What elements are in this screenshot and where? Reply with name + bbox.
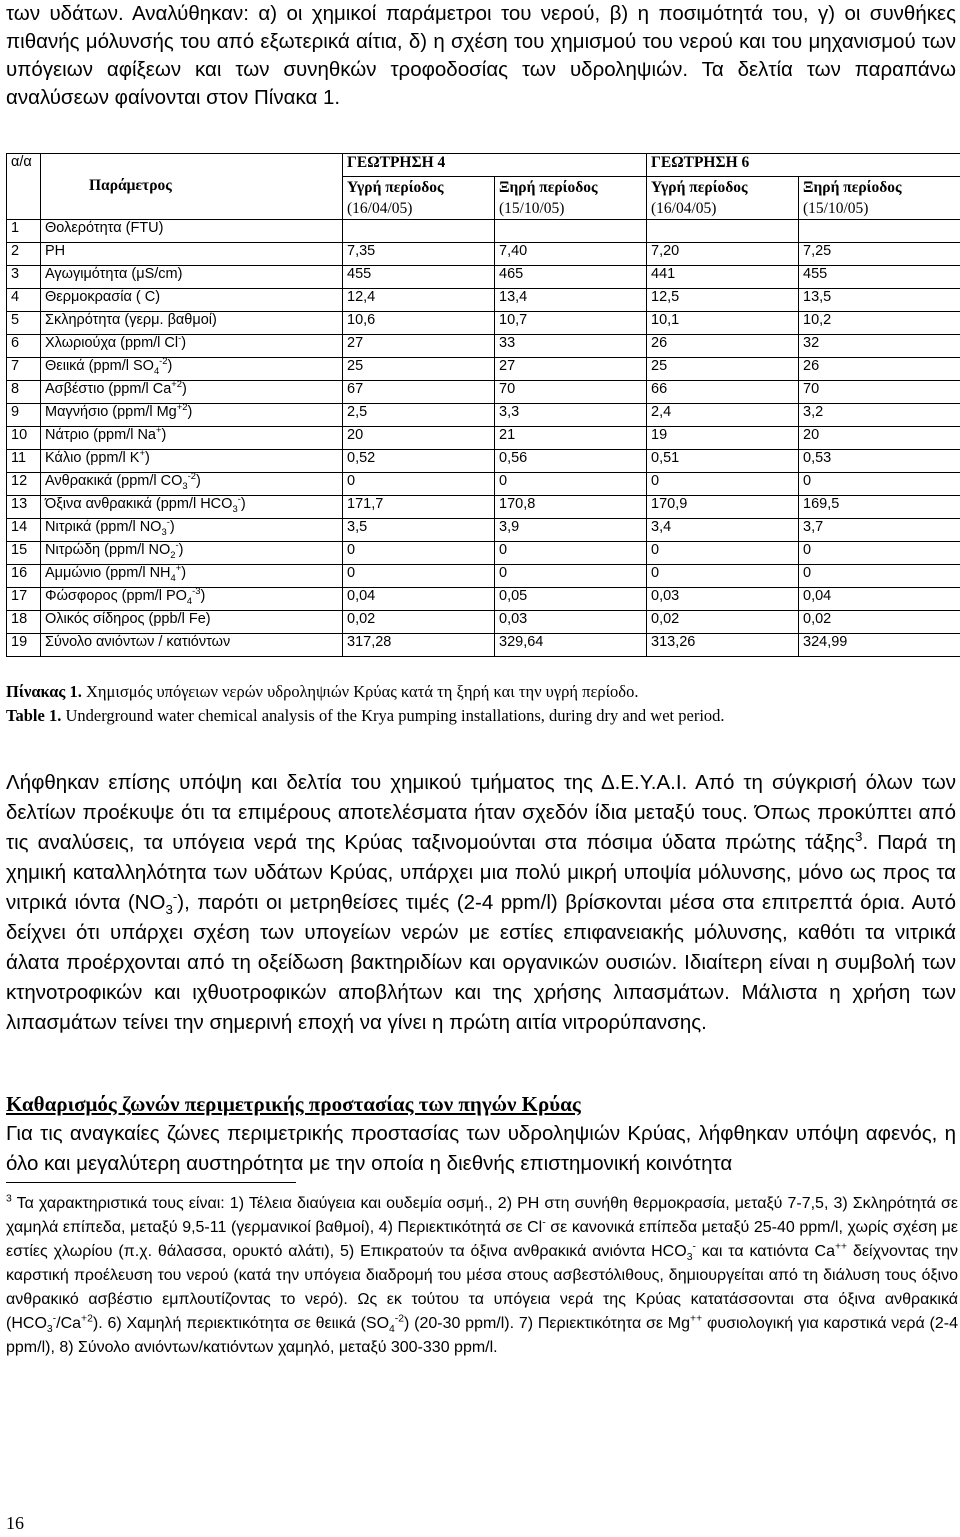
parameter-sub: 2 xyxy=(170,548,176,560)
g6-wet-label: Υγρή περίοδος xyxy=(651,179,748,196)
parameter-sup: + xyxy=(175,564,182,574)
footnote-mark: 3 xyxy=(6,1193,12,1205)
parameter-close: ) xyxy=(181,565,187,581)
parameter-sub: 3 xyxy=(182,479,188,491)
row-parameter xyxy=(41,381,343,404)
parameter-name: Θερμοκρασία ( C) xyxy=(45,289,161,305)
parameter-close: ) xyxy=(200,588,206,604)
discussion-part-3: ), παρότι οι μετρηθείσες τιμές (2-4 ppm/l) βρίσκονται μέσα στα επιτρεπτά όρια. Αυτό δείχνει ότι υπάρχει σχέση των υπογείων νερών με εστίες επιφανειακής μόλυνσης, καθότι τα νιτρικά άλατα προέρχονται από τη οξείδωση βακτηριδίων και οργανικών ουσιών. Ιδιαίτερη είναι η συμβολή των κτηνοτροφικών και ιχθυοτροφικών αποβλήτων και της χρήσης λιπασμάτων. Μάλιστα η χρήση των λιπασμάτων τείνει την σημερινή εποχή να γίνει η πρώτη αιτία νιτρορύπανσης. xyxy=(6,891,956,1034)
parameter-name: Φώσφορος (ppm/l PO xyxy=(45,588,187,604)
fn-ca-sup-2: +2 xyxy=(81,1313,93,1325)
table-row xyxy=(7,542,960,565)
row-value-1: 0 xyxy=(343,473,495,496)
row-value-3: 7,20 xyxy=(647,243,799,266)
row-value-2: 0 xyxy=(495,565,647,588)
row-value-3: 313,26 xyxy=(647,634,799,657)
row-value-1: 0,02 xyxy=(343,611,495,634)
row-value-2: 170,8 xyxy=(495,496,647,519)
row-index: 16 xyxy=(7,565,41,588)
row-parameter xyxy=(41,496,343,519)
g6-wet-date: (16/04/05) xyxy=(651,200,717,217)
parameter-sup: - xyxy=(175,541,179,551)
footnote-part-5: /Ca xyxy=(56,1315,82,1332)
fn-ca-sup: ++ xyxy=(834,1241,848,1253)
row-value-1: 0 xyxy=(343,565,495,588)
row-value-3: 25 xyxy=(647,358,799,381)
row-value-1: 2,5 xyxy=(343,404,495,427)
footnote-part-7: ) (20-30 ppm/l). 7) Περιεκτικότητα σε Mg xyxy=(404,1315,691,1332)
parameter-name: Θειικά (ppm/l SO xyxy=(45,358,154,374)
row-parameter xyxy=(41,588,343,611)
row-value-3: 170,9 xyxy=(647,496,799,519)
row-index: 4 xyxy=(7,289,41,312)
row-value-1: 27 xyxy=(343,335,495,358)
row-parameter xyxy=(41,542,343,565)
row-parameter xyxy=(41,450,343,473)
table-row xyxy=(7,243,960,266)
row-parameter xyxy=(41,266,343,289)
intro-paragraph xyxy=(6,0,956,112)
row-value-4: 26 xyxy=(799,358,960,381)
row-value-2: 3,3 xyxy=(495,404,647,427)
row-value-4: 0,53 xyxy=(799,450,960,473)
row-value-4: 0 xyxy=(799,565,960,588)
parameter-name: Ολικός σίδηρος (ppb/l Fe) xyxy=(45,611,211,627)
row-value-2: 0 xyxy=(495,473,647,496)
row-index: 15 xyxy=(7,542,41,565)
row-value-3: 0,51 xyxy=(647,450,799,473)
row-value-1: 67 xyxy=(343,381,495,404)
footnote-part-2: σε κανονικά επίπεδα μεταξύ 25-40 ppm/l, χωρίς σχέση με εστίες χλωρίου (π.χ. θάλασσα, ορυκτό αλάτι), 5) Επικρατούν τα όξινα ανθρακικά ανιόντα HCO xyxy=(6,1219,959,1260)
parameter-sup: -2 xyxy=(187,472,196,482)
row-value-1: 10,6 xyxy=(343,312,495,335)
parameter-sup: +2 xyxy=(176,403,188,413)
parameter-sup: + xyxy=(139,449,145,459)
intro-text: των υδάτων. Αναλύθηκαν: α) οι χημικοί παράμετροι του νερού, β) η ποσιμότητά του, γ) οι συνθήκες πιθανής μόλυνσής του από εξωτερικά αίτια, δ) η σχέση του χημισμού του νερού και του μηχανισμού των υπόγειων αφίξεων και των συνηθκών τροφοδοσίας των υδροληψιών. Τα δελτία των παραπάνω αναλύσεων φαίνονται στον Πίνακα 1. xyxy=(6,2,956,109)
chemical-analysis-table xyxy=(6,153,960,657)
row-value-2: 13,4 xyxy=(495,289,647,312)
parameter-sup: - xyxy=(166,518,170,528)
parameter-sup: - xyxy=(237,495,241,505)
row-value-3: 10,1 xyxy=(647,312,799,335)
row-value-1: 0 xyxy=(343,542,495,565)
row-value-2: 0,03 xyxy=(495,611,647,634)
row-index: 11 xyxy=(7,450,41,473)
row-parameter xyxy=(41,220,343,243)
parameter-sub: 3 xyxy=(161,525,167,537)
table-row xyxy=(7,335,960,358)
row-value-2: 465 xyxy=(495,266,647,289)
row-parameter xyxy=(41,519,343,542)
row-value-4: 0 xyxy=(799,542,960,565)
row-value-4: 10,2 xyxy=(799,312,960,335)
row-value-1 xyxy=(343,220,495,243)
row-parameter xyxy=(41,634,343,657)
row-index: 14 xyxy=(7,519,41,542)
fn-cl-sup: - xyxy=(542,1217,546,1229)
table-row xyxy=(7,381,960,404)
row-value-1: 171,7 xyxy=(343,496,495,519)
row-value-3: 441 xyxy=(647,266,799,289)
row-index: 17 xyxy=(7,588,41,611)
parameter-name: Αμμώνιο (ppm/l NH xyxy=(45,565,171,581)
row-value-1: 25 xyxy=(343,358,495,381)
parameter-sub: 4 xyxy=(153,364,160,376)
row-value-2: 70 xyxy=(495,381,647,404)
table-row xyxy=(7,358,960,381)
parameter-name: Χλωριούχα (ppm/l Cl xyxy=(45,335,179,351)
parameter-name: Μαγνήσιο (ppm/l Mg xyxy=(45,404,177,420)
row-index: 12 xyxy=(7,473,41,496)
caption-english xyxy=(6,704,956,728)
parameter-name: Νιτρικά (ppm/l NO xyxy=(45,519,162,535)
row-parameter xyxy=(41,358,343,381)
g4-wet-date: (16/04/05) xyxy=(347,200,413,217)
row-value-2: 21 xyxy=(495,427,647,450)
row-index: 3 xyxy=(7,266,41,289)
g4-wet-label: Υγρή περίοδος xyxy=(347,179,444,196)
table-row xyxy=(7,220,960,243)
parameter-close: ) xyxy=(167,358,173,374)
row-value-1: 0,52 xyxy=(343,450,495,473)
caption-english-label: Table 1. xyxy=(6,706,62,725)
parameter-close: ) xyxy=(161,427,167,443)
row-value-2: 0 xyxy=(495,542,647,565)
parameter-close: ) xyxy=(181,335,187,351)
g4-dry-date: (15/10/05) xyxy=(499,200,565,217)
parameter-close: ) xyxy=(178,542,184,558)
row-value-3: 26 xyxy=(647,335,799,358)
table-row xyxy=(7,634,960,657)
row-value-1: 20 xyxy=(343,427,495,450)
parameter-name: Σύνολο ανιόντων / κατιόντων xyxy=(45,634,231,650)
row-value-4: 324,99 xyxy=(799,634,960,657)
row-index: 18 xyxy=(7,611,41,634)
row-value-2: 329,64 xyxy=(495,634,647,657)
table-row xyxy=(7,588,960,611)
table-row xyxy=(7,473,960,496)
row-value-3: 0 xyxy=(647,565,799,588)
row-value-1: 455 xyxy=(343,266,495,289)
no3-sup: - xyxy=(172,889,178,905)
row-value-3: 0 xyxy=(647,473,799,496)
header-group-2-fill xyxy=(799,154,960,177)
row-value-3: 2,4 xyxy=(647,404,799,427)
table-row xyxy=(7,404,960,427)
parameter-name: Κάλιο (ppm/l K xyxy=(45,450,140,466)
section-paragraph: Για τις αναγκαίες ζώνες περιμετρικής προστασίας των υδροληψιών Κρύας, λήφθηκαν υπόψη αφενός, η όλο και μεγαλύτερη αυστηρότητα με την οποία η διεθνής επιστημονική κοινότητα xyxy=(6,1122,956,1175)
row-index: 13 xyxy=(7,496,41,519)
row-index: 6 xyxy=(7,335,41,358)
row-value-3: 19 xyxy=(647,427,799,450)
caption-greek-label: Πίνακας 1. xyxy=(6,682,82,701)
row-value-1: 317,28 xyxy=(343,634,495,657)
row-value-2: 3,9 xyxy=(495,519,647,542)
row-value-4: 169,5 xyxy=(799,496,960,519)
discussion-part-2: . Παρά τη χημική καταλληλότητα των υδάτων Κρύας, υπάρχει μια πολύ μικρή υποψία μόλυνσης, μόνο ως προς τα νιτρικά ιόντα (NO xyxy=(6,831,956,914)
parameter-name: Νάτριο (ppm/l Na xyxy=(45,427,156,443)
row-value-1: 12,4 xyxy=(343,289,495,312)
row-index: 5 xyxy=(7,312,41,335)
footnote-ref: 3 xyxy=(855,829,863,845)
row-value-2: 10,7 xyxy=(495,312,647,335)
row-value-2: 27 xyxy=(495,358,647,381)
caption-greek-text: Χημισμός υπόγειων νερών υδροληψιών Κρύας κατά τη ξηρή και την υγρή περίοδο. xyxy=(81,682,639,701)
row-value-3: 0,02 xyxy=(647,611,799,634)
row-parameter xyxy=(41,289,343,312)
table-row xyxy=(7,611,960,634)
parameter-close: ) xyxy=(169,519,175,535)
fn-mg-sup: ++ xyxy=(690,1313,703,1325)
parameter-name: Ασβέστιο (ppm/l Ca xyxy=(45,381,172,397)
parameter-name: PH xyxy=(45,243,66,259)
table-row xyxy=(7,289,960,312)
row-value-3 xyxy=(647,220,799,243)
header-group-2: ΓΕΩΤΡΗΣΗ 6 xyxy=(647,154,799,177)
parameter-name: Όξινα ανθρακικά (ppm/l HCO xyxy=(45,496,233,512)
header-g6-wet xyxy=(647,177,799,220)
fn-hco3-sup-2: - xyxy=(52,1313,57,1325)
header-param: Παράμετρος xyxy=(41,177,343,220)
row-value-1: 0,04 xyxy=(343,588,495,611)
row-value-4 xyxy=(799,220,960,243)
fn-hco3-sup: - xyxy=(692,1241,696,1253)
table-row xyxy=(7,450,960,473)
row-value-4: 0,04 xyxy=(799,588,960,611)
fn-hco3-sub-2: 3 xyxy=(46,1324,53,1336)
row-value-3: 12,5 xyxy=(647,289,799,312)
row-value-4: 20 xyxy=(799,427,960,450)
parameter-name: Ανθρακικά (ppm/l CO xyxy=(45,473,183,489)
row-index: 19 xyxy=(7,634,41,657)
row-value-2 xyxy=(495,220,647,243)
row-index: 8 xyxy=(7,381,41,404)
footnote xyxy=(6,1192,958,1360)
g6-dry-label: Ξηρή περίοδος xyxy=(803,179,902,196)
row-parameter xyxy=(41,404,343,427)
header-param-top xyxy=(41,154,343,177)
parameter-name: Αγωγιμότητα (μS/cm) xyxy=(45,266,183,282)
fn-so4-sup: -2 xyxy=(394,1313,405,1325)
row-value-3: 3,4 xyxy=(647,519,799,542)
footnote-part-8: φυσιολογική για καρστικά νερά (2-4 ppm/l), 8) Σύνολο ανιόντων/κατιόντων χαμηλό, μεταξύ 300-330 ppm/l. xyxy=(6,1315,959,1356)
section-heading: Καθαρισμός ζωνών περιμετρικής προστασίας των πηγών Κρύας xyxy=(6,1092,581,1116)
footnote-part-3: και τα κατιόντα Ca xyxy=(695,1243,835,1260)
row-index: 2 xyxy=(7,243,41,266)
table-caption xyxy=(6,680,956,728)
row-index: 7 xyxy=(7,358,41,381)
row-value-4: 3,7 xyxy=(799,519,960,542)
row-value-3: 66 xyxy=(647,381,799,404)
table-row xyxy=(7,312,960,335)
row-value-2: 0,05 xyxy=(495,588,647,611)
no3-sub: 3 xyxy=(165,902,173,918)
discussion-paragraph xyxy=(6,768,956,1038)
g4-dry-label: Ξηρή περίοδος xyxy=(499,179,598,196)
row-value-4: 3,2 xyxy=(799,404,960,427)
row-parameter xyxy=(41,312,343,335)
row-index: 10 xyxy=(7,427,41,450)
row-value-3: 0 xyxy=(647,542,799,565)
parameter-close: ) xyxy=(187,404,193,420)
parameter-name: Θολερότητα (FTU) xyxy=(45,220,164,236)
parameter-sub: 3 xyxy=(232,502,238,514)
parameter-sup: + xyxy=(156,426,162,436)
row-parameter xyxy=(41,611,343,634)
row-value-2: 33 xyxy=(495,335,647,358)
footnote-divider xyxy=(6,1182,296,1183)
row-index: 1 xyxy=(7,220,41,243)
discussion-text xyxy=(6,768,956,1038)
caption-english-text: Underground water chemical analysis of the Krya pumping installations, during dry and wet period. xyxy=(61,706,725,725)
parameter-sup: - xyxy=(178,334,182,344)
parameter-name: Σκληρότητα (γερμ. βαθμοί) xyxy=(45,312,217,328)
parameter-close: ) xyxy=(240,496,246,512)
parameter-sup: -3 xyxy=(192,587,201,597)
table-row xyxy=(7,427,960,450)
row-value-4: 7,25 xyxy=(799,243,960,266)
row-value-3: 0,03 xyxy=(647,588,799,611)
row-value-4: 0 xyxy=(799,473,960,496)
header-index-fill xyxy=(7,177,41,220)
parameter-sup: -2 xyxy=(159,357,168,367)
discussion-part-1: Λήφθηκαν επίσης υπόψη και δελτία του χημικού τμήματος της Δ.Ε.Υ.Α.Ι. Από τη σύγκρισή όλων των δελτίων προέκυψε ότι τα επιμέρους αποτελέσματα ήταν σχεδόν ίδια μεταξύ τους. Όπως προκύπτει από τις αναλύσεις, τα υπόγεια νερά της Κρύας ταξινομούνται στα πόσιμα ύδατα πρώτης τάξης xyxy=(6,771,956,854)
row-value-4: 0,02 xyxy=(799,611,960,634)
row-index: 9 xyxy=(7,404,41,427)
parameter-close: ) xyxy=(144,450,150,466)
footnote-part-1: Τα χαρακτηριστικά τους είναι: 1) Τέλεια διαύγεια και ουδεμία οσμή., 2) PH στη συνήθη θερμοκρασία, μεταξύ 7-7,5, 3) Σκληρότητά σε χαμηλά επίπεδα, μεταξύ 9,5-11 (γερμανικοί βαθμοί), 4) Περιεκτικότητά σε Cl xyxy=(6,1195,958,1236)
footnote-part-6: ). 6) Χαμηλή περιεκτικότητα σε θειικά (SO xyxy=(92,1315,390,1332)
row-value-4: 70 xyxy=(799,381,960,404)
header-group-1-fill xyxy=(495,154,647,177)
row-value-2: 7,40 xyxy=(495,243,647,266)
row-parameter xyxy=(41,473,343,496)
header-g4-wet xyxy=(343,177,495,220)
table-row xyxy=(7,565,960,588)
row-value-4: 13,5 xyxy=(799,289,960,312)
parameter-sub: 4 xyxy=(186,594,193,606)
fn-so4-sub: 4 xyxy=(389,1324,395,1336)
table-row xyxy=(7,496,960,519)
header-g4-dry xyxy=(495,177,647,220)
row-parameter xyxy=(41,243,343,266)
row-parameter xyxy=(41,565,343,588)
header-group-1: ΓΕΩΤΡΗΣΗ 4 xyxy=(343,154,495,177)
row-value-1: 3,5 xyxy=(343,519,495,542)
parameter-name: Νιτρώδη (ppm/l NO xyxy=(45,542,171,558)
row-value-2: 0,56 xyxy=(495,450,647,473)
parameter-sub: 4 xyxy=(170,571,176,583)
parameter-close: ) xyxy=(182,381,187,397)
table-row xyxy=(7,266,960,289)
fn-hco3-sub: 3 xyxy=(686,1252,693,1264)
table-row xyxy=(7,519,960,542)
g6-dry-date: (15/10/05) xyxy=(803,200,869,217)
row-value-4: 455 xyxy=(799,266,960,289)
footnote-part-4: δείχνοντας την καρστική προέλευση του νερού (κατά την υπόγεια διαδρομή του μέσα στους ασβεστόλιθους, δημιουργείται από τη διάλυση τους όξινο ανθρακικό ασβέστιο εμπλουτίζοντας το νερό). Ως εκ τούτου τα υπόγεια νερά της Κρύας κατατάσσονται στα όξινα ανθρακικά (HCO xyxy=(6,1243,958,1332)
row-value-4: 32 xyxy=(799,335,960,358)
parameter-sup: +2 xyxy=(171,380,183,390)
caption-greek xyxy=(6,680,956,704)
header-g6-dry xyxy=(799,177,960,220)
table-body xyxy=(7,220,960,657)
row-parameter xyxy=(41,427,343,450)
row-parameter xyxy=(41,335,343,358)
parameter-close: ) xyxy=(195,473,201,489)
page-number: 16 xyxy=(6,1513,24,1533)
row-value-1: 7,35 xyxy=(343,243,495,266)
header-index: α/α xyxy=(7,154,41,177)
